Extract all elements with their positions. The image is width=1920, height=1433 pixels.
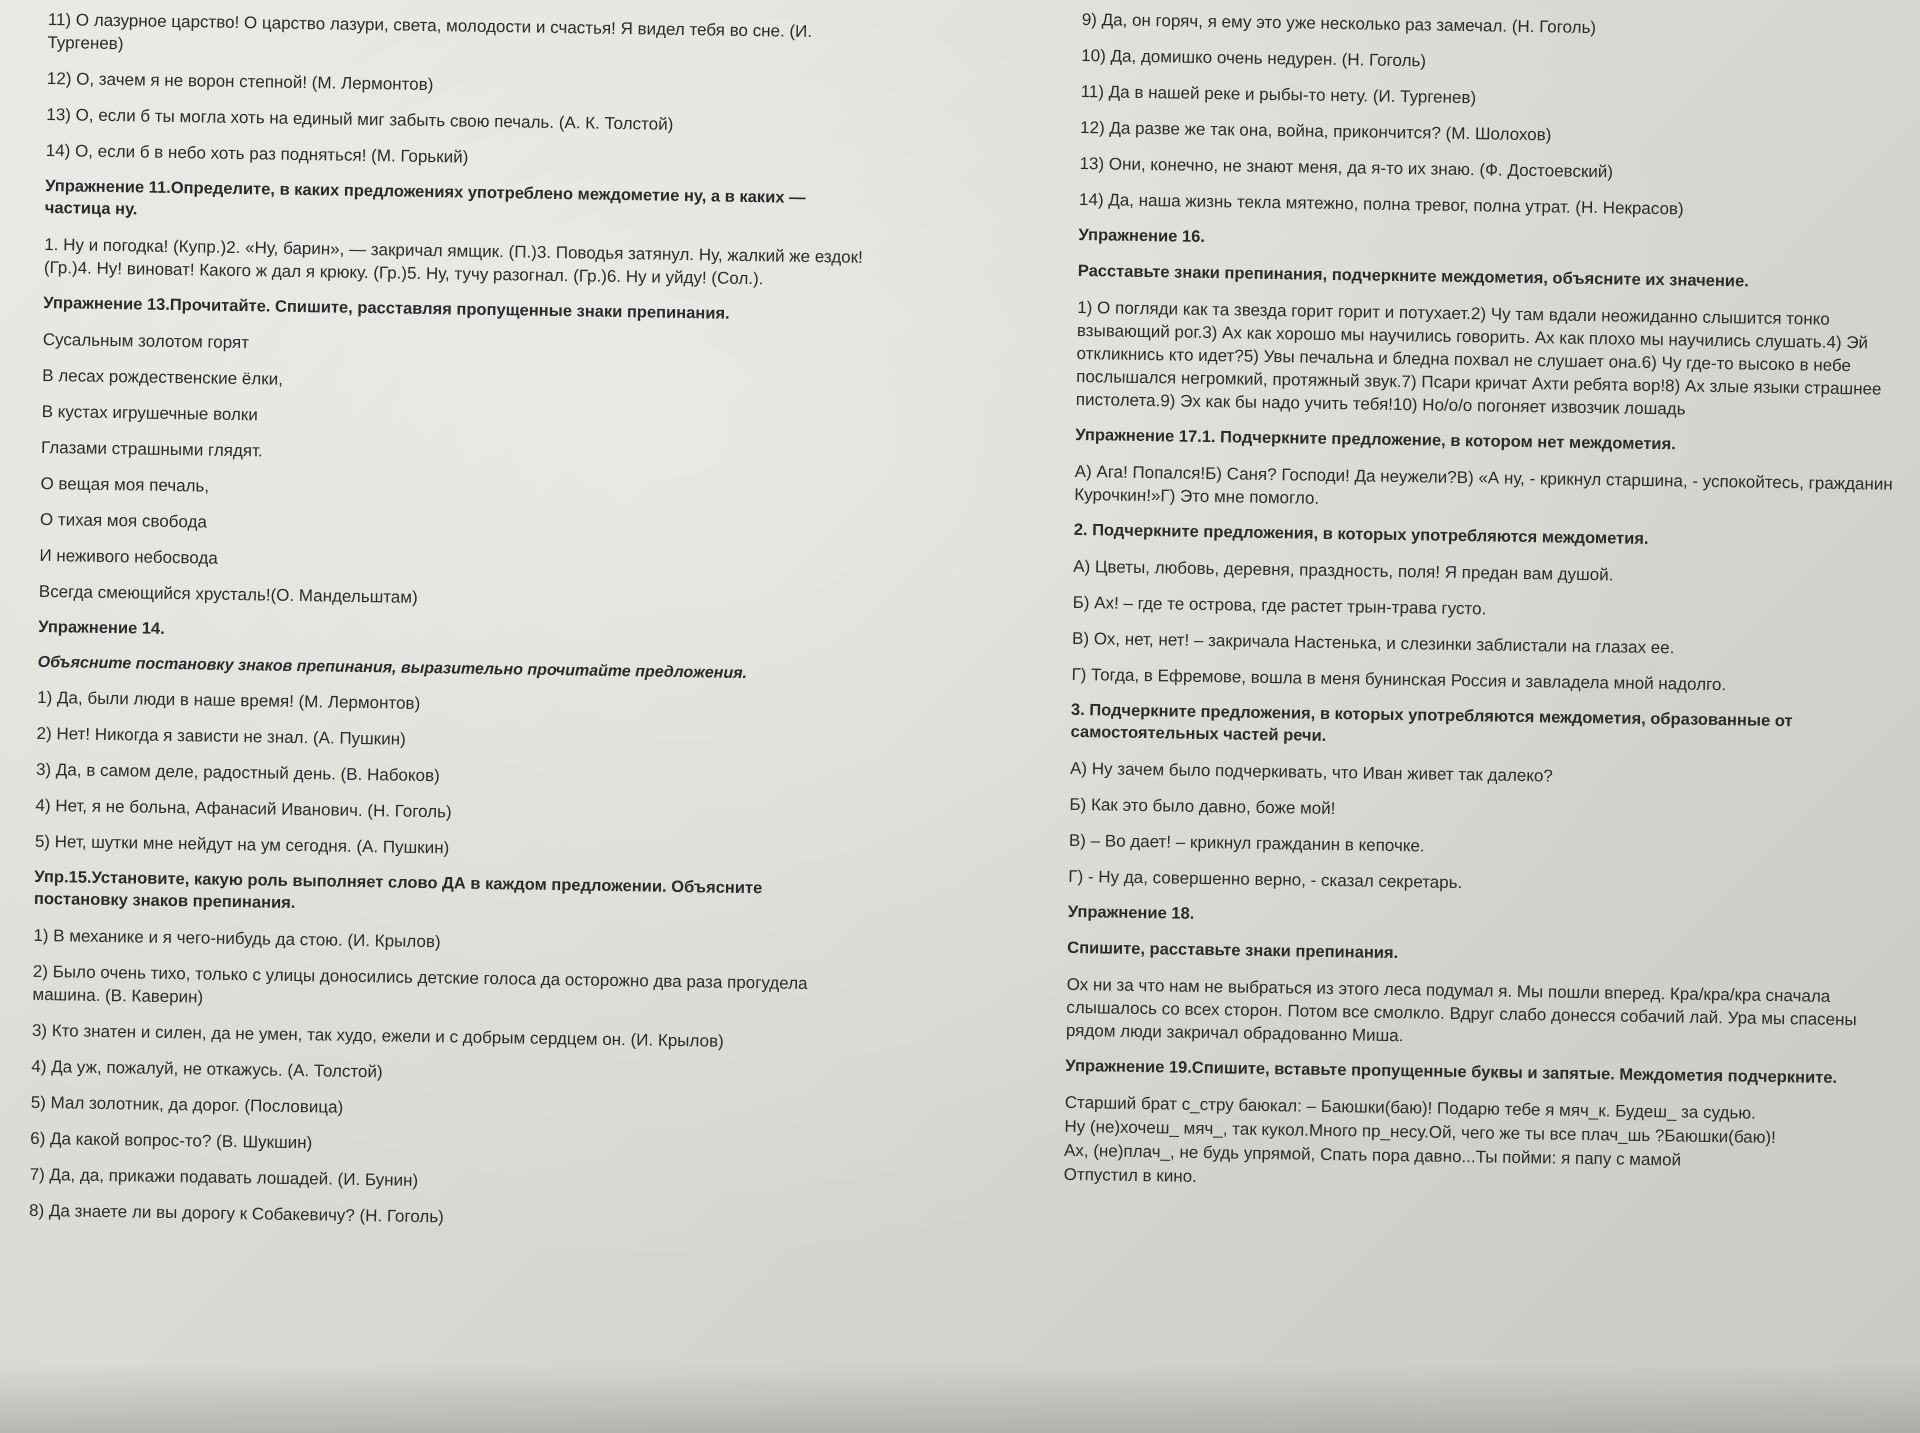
exercise-sentence: 8) Да знаете ли вы дорогу к Собакевичу? (Н. Гоголь): [28, 1200, 444, 1227]
exercise-sentence: 1) О погляди как та звезда горит горит и потухает.2) Чу там вдали неожиданно слышится тонко взывающий рог.3) Ах как хорошо мы научились говорить. Ах как плохо мы научились слушать.4) Эй откликнись кто идет?5) Увы печальна и бледна похвал не слушает она.6) Чу где-то высоко в небе послышался негромкий, протяжный звук.7) Псари кричат Ахти ребята вор!8) Ах злые языки страшнее пистолета.9) Эх как бы надо учить тебя!10) Но/о/о погоняет извозчик лошадь: [1075, 297, 1882, 419]
exercise-sentence: 11) О лазурное царство! О царство лазури, света, молодости и счастья! Я видел тебя во сне. (И. Тургенев): [47, 9, 813, 54]
exercise-sentence: 3) Да, в самом деле, радостный день. (В. Набоков): [35, 759, 440, 786]
text-line: Ах, (не)плач_, не будь упрямой, Спать пора давно...Ты пойми: я папу с мамой: [1063, 1140, 1682, 1170]
verse-line: Сусальным золотом горят: [42, 329, 250, 353]
exercise-sentence: 5) Нет, шутки мне нейдут на ум сегодня. (А. Пушкин): [34, 831, 450, 858]
text-line: Ну (не)хочеш_ мяч_, так кукол.Много пр_несу.Ой, чего же ты все плач_шь ?Баюшки(баю)!: [1064, 1116, 1777, 1148]
exercise-sentence: 14) О, если б в небо хоть раз подняться! (М. Горький): [45, 140, 469, 167]
exercise-sentence: 10) Да, домишко очень недурен. (Н. Гоголь): [1081, 45, 1427, 71]
exercise-sentence: А) Ага! Попался!Б) Саня? Господи! Да неужели?В) «А ну, - крикнул старшина, - успокойтесь, гражданин Курочкин!»Г) Это мне помогло.: [1074, 461, 1893, 508]
exercise-heading: Расставьте знаки препинания, подчеркните междометия, объясните их значение.: [1077, 261, 1749, 291]
exercise-sentence: 7) Да, да, прикажи подавать лошадей. (И. Бунин): [29, 1164, 419, 1190]
text-line: Отпустил в кино.: [1063, 1164, 1198, 1186]
verse-line: О вещая моя печаль,: [40, 473, 210, 496]
text-line: Старший брат с_стру баюкал: – Баюшки(баю)! Подарю тебе я мяч_к. Будеш_ за судью.: [1064, 1092, 1756, 1123]
exercise-sentence: Б) Ах! – где те острова, где растет трын-трава густо.: [1072, 592, 1487, 619]
verse-line: О тихая моя свобода: [39, 509, 208, 532]
exercise-sentence: 3) Кто знатен и силен, да не умен, так худо, ежели и с добрым сердцем он. (И. Крылов): [31, 1020, 724, 1051]
exercise-heading: Спишите, расставьте знаки препинания.: [1067, 938, 1399, 963]
exercise-sentence: 1) В механике и я чего-нибудь да стою. (И. Крылов): [33, 925, 441, 952]
exercise-heading: 3. Подчеркните предложения, в которых употребляются междометия, образованные от самостоятельных частей речи.: [1070, 700, 1793, 745]
exercise-heading: Упражнение 17.1. Подчеркните предложение, в котором нет междометия.: [1075, 425, 1676, 454]
text-block: [1063, 1091, 1884, 1200]
verse-line: И неживого небосвода: [39, 545, 218, 568]
exercise-sentence: 12) О, зачем я не ворон степной! (М. Лермонтов): [46, 68, 434, 95]
verse-line: В лесах рождественские ёлки,: [42, 365, 284, 389]
exercise-instruction: Объясните постановку знаков препинания, выразительно прочитайте предложения.: [37, 653, 748, 683]
exercise-heading: 2. Подчеркните предложения, в которых употребляются междометия.: [1073, 520, 1649, 548]
verse-line: Всегда смеющийся хрусталь!(О. Мандельштам): [38, 581, 418, 607]
exercise-heading: Упр.15.Установите, какую роль выполняет слово ДА в каждом предложении. Объясните постановку знаков препинания.: [33, 867, 763, 912]
exercise-sentence: 2) Было очень тихо, только с улицы доносились детские голоса да осторожно два раза прогудела машина. (В. Каверин): [32, 961, 808, 1007]
exercise-sentence: А) Цветы, любовь, деревня, праздность, поля! Я предан вам душой.: [1073, 556, 1614, 585]
exercise-sentence: 4) Нет, я не больна, Афанасий Иванович. (Н. Гоголь): [35, 795, 452, 822]
exercise-sentence: 4) Да уж, пожалуй, не откажусь. (А. Толстой): [31, 1056, 383, 1082]
exercise-sentence: Б) Как это было давно, боже мой!: [1069, 794, 1336, 819]
exercise-heading: Упражнение 11.Определите, в каких предложениях употреблено междометие ну, а в каких — частица ну.: [44, 176, 806, 219]
page-shadow: [0, 1363, 1920, 1433]
left-column: [29, 8, 868, 1248]
exercise-heading: Упражнение 13.Прочитайте. Спишите, расставляя пропущенные знаки препинания.: [43, 293, 730, 323]
exercise-heading: Упражнение 16.: [1078, 225, 1206, 246]
exercise-sentence: 1. Ну и погодка! (Купр.)2. «Ну, барин», — закричал ямщик. (П.)3. Поводья затянул. Ну, жалкий же ездок! (Гр.)4. Ну! виноват! Какого ж дал я крюку. (Гр.)5. Ну, тучу разогнал. (Гр.)6. Ну и уйду! (Сол.).: [43, 234, 863, 289]
exercise-sentence: Ох ни за что нам не выбраться из этого леса подумал я. Мы пошли вперед. Кра/кра/кра сначала слышалось со всех сторон. Потом все смолкло. Вдруг слабо донесся собачий лай. Ура мы спасены рядом люди закричал обрадованно Миша.: [1065, 974, 1857, 1046]
exercise-sentence: 1) Да, были люди в наше время! (М. Лермонтов): [37, 687, 421, 713]
exercise-sentence: 11) Да в нашей реке и рыбы-то нету. (И. Тургенев): [1080, 81, 1477, 108]
exercise-sentence: 14) Да, наша жизнь текла мятежно, полна тревог, полна утрат. (Н. Некрасов): [1078, 189, 1684, 219]
exercise-heading: Упражнение 18.: [1067, 902, 1195, 923]
exercise-sentence: 13) Они, конечно, не знают меня, да я-то их знаю. (Ф. Достоевский): [1079, 153, 1614, 182]
exercise-sentence: В) Ох, нет, нет! – закричала Настенька, и слезинки заблистали на глазах ее.: [1071, 628, 1675, 658]
exercise-sentence: В) – Во дает! – крикнул гражданин в кепочке.: [1068, 830, 1425, 856]
exercise-sentence: 5) Мал золотник, да дорог. (Пословица): [30, 1092, 344, 1117]
exercise-sentence: Г) Тогда, в Ефремове, вошла в меня бунинская Россия и завладела мной надолго.: [1071, 664, 1727, 695]
verse-line: В кустах игрушечные волки: [41, 401, 258, 425]
exercise-heading: Упражнение 19.Спишите, вставьте пропущенные буквы и запятые. Междометия подчеркните.: [1065, 1056, 1838, 1087]
exercise-sentence: 2) Нет! Никогда я зависти не знал. (А. Пушкин): [36, 723, 406, 749]
verse-line: Глазами страшными глядят.: [40, 437, 263, 461]
exercise-sentence: 12) Да разве же так она, война, прикончится? (М. Шолохов): [1079, 117, 1552, 145]
exercise-heading: Упражнение 14.: [38, 617, 165, 638]
right-column: [1063, 8, 1902, 1213]
exercise-sentence: 13) О, если б ты могла хоть на единый миг забыть свою печаль. (А. К. Толстой): [46, 104, 674, 134]
exercise-sentence: Г) - Ну да, совершенно верно, - сказал секретарь.: [1068, 866, 1463, 893]
exercise-sentence: 9) Да, он горяч, я ему это уже несколько раз замечал. (Н. Гоголь): [1081, 9, 1597, 38]
exercise-sentence: 6) Да какой вопрос-то? (В. Шукшин): [30, 1128, 313, 1153]
exercise-sentence: А) Ну зачем было подчеркивать, что Иван живет так далеко?: [1069, 758, 1553, 786]
